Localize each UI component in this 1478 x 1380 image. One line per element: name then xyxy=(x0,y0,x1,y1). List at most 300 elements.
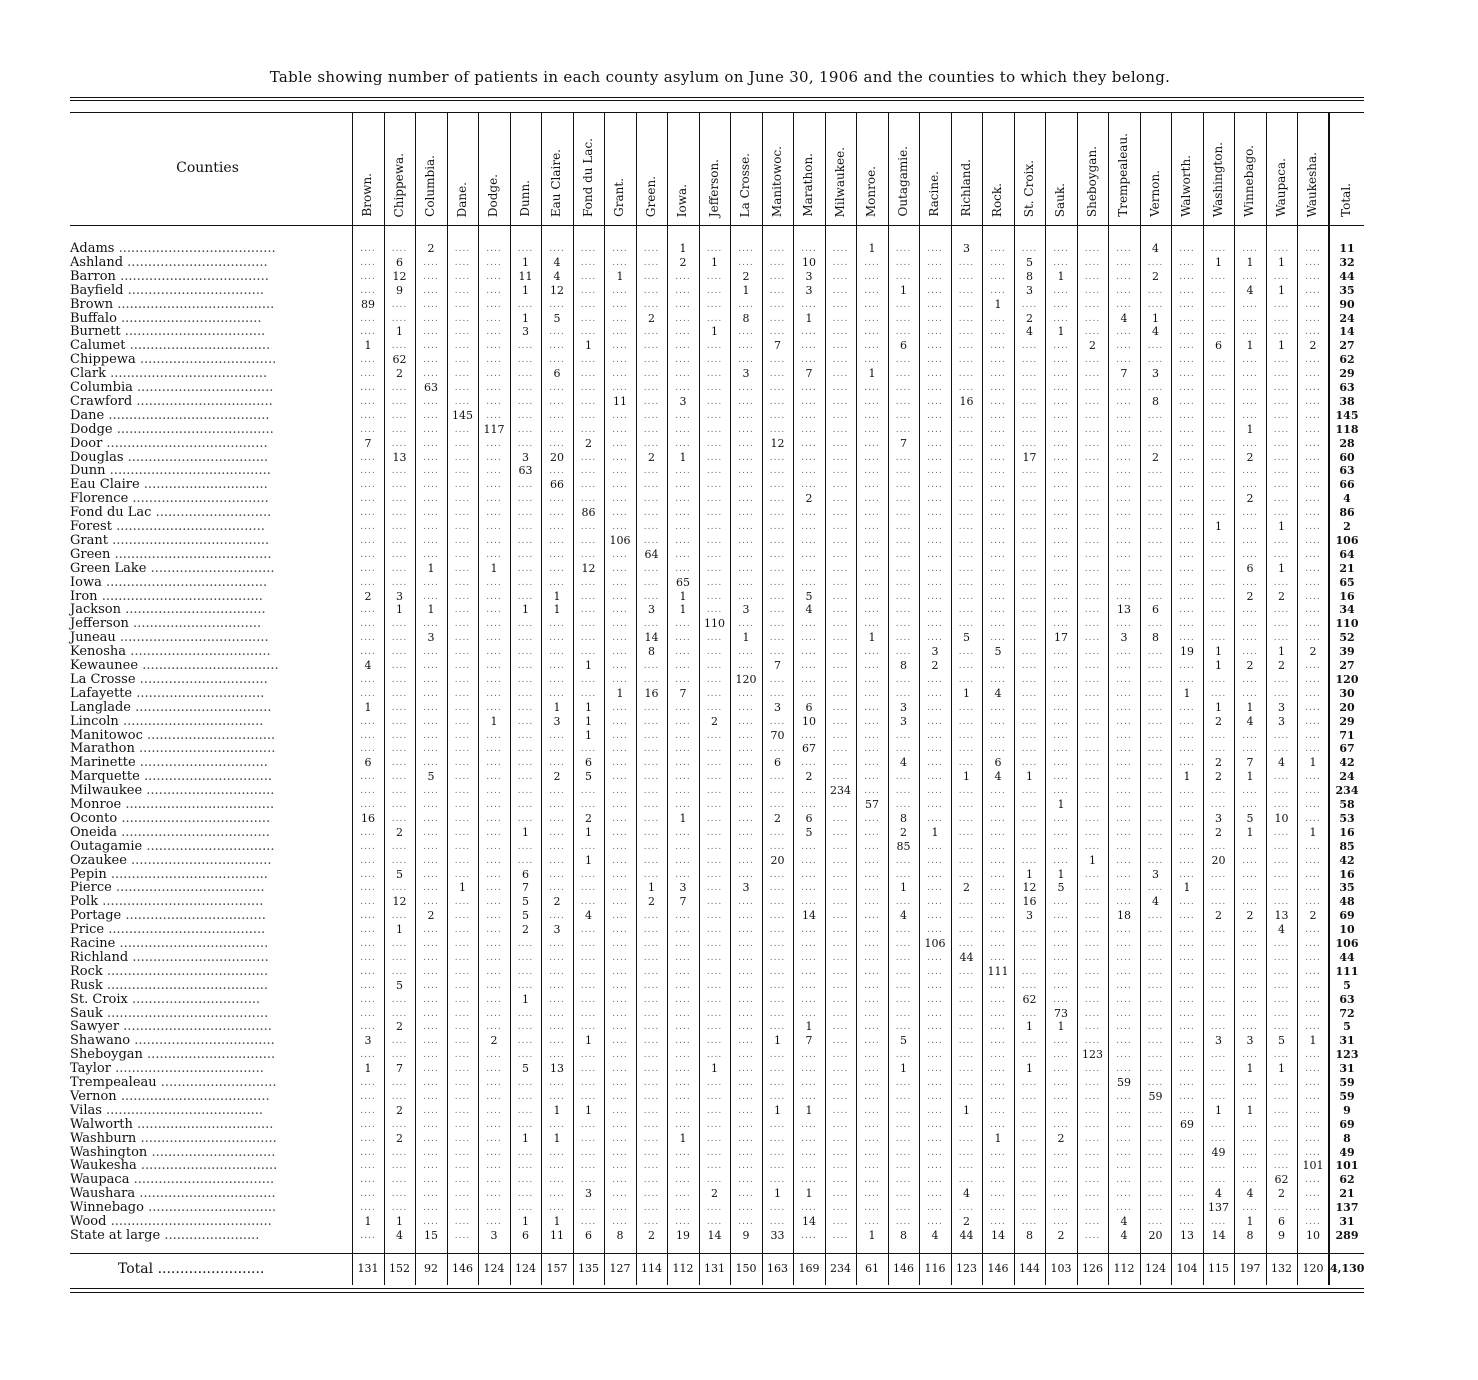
empty-cell: .... xyxy=(486,1119,502,1130)
leader-dots: ................................. xyxy=(131,699,272,715)
empty-cell: .... xyxy=(895,522,912,532)
empty-cell: .... xyxy=(517,786,534,797)
empty-cell: .... xyxy=(517,744,534,755)
empty-cell: .... xyxy=(1084,257,1101,268)
empty-cell: .... xyxy=(423,1203,439,1214)
empty-cell: .... xyxy=(454,1147,471,1158)
empty-cell: .... xyxy=(1242,1203,1258,1214)
table-cell: 3 xyxy=(1215,1034,1222,1048)
empty-cell: .... xyxy=(1147,883,1164,894)
row-label xyxy=(70,506,271,520)
empty-cell: .... xyxy=(1179,1203,1195,1214)
empty-cell: .... xyxy=(706,800,723,810)
column-total: 112 xyxy=(672,1262,694,1275)
empty-cell: .... xyxy=(549,883,565,894)
empty-cell: .... xyxy=(1021,800,1038,810)
empty-cell: .... xyxy=(1210,285,1227,296)
county-name: Portage xyxy=(70,908,122,924)
empty-cell: .... xyxy=(612,577,628,588)
county-name: Ozaukee xyxy=(70,852,127,868)
empty-cell: .... xyxy=(1242,369,1258,380)
table-cell: 16 xyxy=(361,811,375,825)
empty-cell: .... xyxy=(1273,994,1290,1005)
empty-cell: .... xyxy=(927,1036,943,1047)
column-total: 131 xyxy=(357,1262,379,1275)
empty-cell: .... xyxy=(580,869,597,880)
empty-cell: .... xyxy=(1053,369,1069,380)
empty-cell: .... xyxy=(1305,883,1321,894)
empty-cell: .... xyxy=(738,702,754,713)
empty-cell: .... xyxy=(1116,841,1132,852)
empty-cell: .... xyxy=(360,369,376,380)
county-name: Kewaunee xyxy=(70,658,139,673)
row-total: 24 xyxy=(1339,770,1355,784)
county-name: Trempealeau xyxy=(70,1075,157,1090)
empty-cell: .... xyxy=(738,994,754,1005)
table-cell: 6 xyxy=(1246,561,1254,575)
empty-cell: .... xyxy=(801,341,817,352)
empty-cell: .... xyxy=(1305,535,1321,546)
empty-cell: .... xyxy=(580,313,597,324)
empty-cell: .... xyxy=(958,855,975,866)
empty-cell: .... xyxy=(643,563,660,574)
bottom-rule-1 xyxy=(70,1288,1364,1289)
empty-cell: .... xyxy=(832,702,849,713)
row-label xyxy=(70,798,274,812)
empty-cell: .... xyxy=(1147,535,1164,546)
table-cell: 9 xyxy=(1278,1228,1285,1242)
empty-cell: .... xyxy=(1273,244,1290,254)
empty-cell: .... xyxy=(1210,869,1227,880)
empty-cell: .... xyxy=(1053,410,1069,421)
leader-dots: ................................. xyxy=(128,949,269,965)
empty-cell: .... xyxy=(454,633,471,644)
empty-cell: .... xyxy=(360,563,376,574)
empty-cell: .... xyxy=(1053,980,1069,991)
empty-cell: .... xyxy=(801,1133,817,1144)
empty-cell: .... xyxy=(1242,313,1258,324)
empty-cell: .... xyxy=(1053,1078,1069,1088)
empty-cell: .... xyxy=(958,466,975,477)
empty-cell: .... xyxy=(769,1064,786,1075)
empty-cell: .... xyxy=(1084,883,1101,894)
row-total: 29 xyxy=(1339,714,1355,728)
column-header-text: Brown. xyxy=(360,173,374,217)
table-cell: 5 xyxy=(805,825,813,839)
row-total: 27 xyxy=(1339,659,1355,672)
table-cell: 110 xyxy=(704,617,725,631)
empty-cell: .... xyxy=(990,410,1006,421)
empty-cell: .... xyxy=(1179,355,1195,366)
empty-cell: .... xyxy=(769,980,786,991)
empty-cell: .... xyxy=(360,1230,376,1241)
empty-cell: .... xyxy=(549,855,565,866)
empty-cell: .... xyxy=(706,744,723,755)
table-cell: 1 xyxy=(553,1131,561,1145)
empty-cell: .... xyxy=(1053,257,1069,268)
empty-cell: .... xyxy=(1084,591,1101,602)
empty-cell: .... xyxy=(864,1175,880,1186)
empty-cell: .... xyxy=(391,772,408,783)
empty-cell: .... xyxy=(1305,661,1321,671)
column-header xyxy=(1298,113,1326,225)
column-header xyxy=(668,113,696,225)
table-cell: 1 xyxy=(553,603,561,617)
row-total: 48 xyxy=(1339,895,1355,909)
empty-cell: .... xyxy=(1273,786,1290,797)
empty-cell: .... xyxy=(864,313,880,324)
table-cell: 111 xyxy=(987,964,1009,978)
leader-dots: ................................. xyxy=(138,658,279,673)
empty-cell: .... xyxy=(864,897,880,908)
empty-cell: .... xyxy=(391,702,408,713)
row-label xyxy=(70,1034,275,1048)
empty-cell: .... xyxy=(1053,1189,1069,1200)
empty-cell: .... xyxy=(958,369,975,380)
leader-dots: ....................................... xyxy=(98,894,264,910)
table-cell: 1 xyxy=(931,825,939,839)
empty-cell: .... xyxy=(1305,285,1321,296)
table-cell: 8 xyxy=(1026,269,1033,283)
empty-cell: .... xyxy=(517,966,534,977)
row-label xyxy=(70,1132,277,1146)
table-cell: 11 xyxy=(550,1228,564,1242)
column-total: 92 xyxy=(424,1262,438,1275)
empty-cell: .... xyxy=(1053,577,1069,588)
empty-cell: .... xyxy=(1084,1105,1101,1116)
empty-cell: .... xyxy=(1147,952,1164,963)
empty-cell: .... xyxy=(864,647,880,658)
table-cell: 66 xyxy=(550,478,564,492)
empty-cell: .... xyxy=(549,1078,565,1088)
empty-cell: .... xyxy=(1210,494,1227,505)
row-total: 20 xyxy=(1339,700,1355,714)
empty-cell: .... xyxy=(958,939,975,949)
empty-cell: .... xyxy=(864,355,880,366)
empty-cell: .... xyxy=(1053,494,1069,505)
empty-cell: .... xyxy=(517,647,534,658)
empty-cell: .... xyxy=(1084,1064,1101,1075)
empty-cell: .... xyxy=(706,1091,723,1102)
empty-cell: .... xyxy=(486,577,502,588)
empty-cell: .... xyxy=(832,410,849,421)
empty-cell: .... xyxy=(1179,1161,1195,1172)
empty-cell: .... xyxy=(360,271,376,282)
empty-cell: .... xyxy=(958,1064,975,1075)
empty-cell: .... xyxy=(423,925,439,936)
empty-cell: .... xyxy=(769,522,786,532)
table-cell: 20 xyxy=(550,450,564,464)
empty-cell: .... xyxy=(832,257,849,268)
county-name: Washington xyxy=(70,1144,148,1160)
empty-cell: .... xyxy=(1242,619,1258,630)
empty-cell: .... xyxy=(454,813,471,824)
empty-cell: .... xyxy=(1179,522,1195,532)
empty-cell: .... xyxy=(958,841,975,852)
empty-cell: .... xyxy=(801,869,817,880)
row-label xyxy=(70,937,268,951)
empty-cell: .... xyxy=(1116,355,1132,366)
empty-cell: .... xyxy=(1147,1119,1164,1130)
empty-cell: .... xyxy=(864,452,880,463)
leader-dots: .................................... xyxy=(115,630,269,646)
empty-cell: .... xyxy=(486,702,502,713)
empty-cell: .... xyxy=(423,1050,439,1061)
empty-cell: .... xyxy=(391,341,408,352)
empty-cell: .... xyxy=(1021,480,1038,491)
leader-dots: .................................. xyxy=(121,602,266,618)
empty-cell: .... xyxy=(832,1147,849,1158)
column-divider xyxy=(1234,113,1235,1285)
empty-cell: .... xyxy=(1305,994,1321,1005)
empty-cell: .... xyxy=(675,827,691,838)
empty-cell: .... xyxy=(990,633,1006,644)
empty-cell: .... xyxy=(391,577,408,588)
county-name: Douglas xyxy=(70,449,124,465)
column-divider xyxy=(1014,113,1015,1285)
leader-dots: .............................. xyxy=(139,477,268,493)
empty-cell: .... xyxy=(706,883,723,894)
table-cell: 2 xyxy=(490,1034,498,1048)
table-cell: 57 xyxy=(865,798,879,811)
empty-cell: .... xyxy=(1242,480,1258,491)
table-cell: 6 xyxy=(774,756,781,770)
empty-cell: .... xyxy=(864,480,880,491)
empty-cell: .... xyxy=(1147,494,1164,505)
table-cell: 2 xyxy=(396,825,403,839)
row-label xyxy=(70,1159,277,1173)
table-cell: 2 xyxy=(427,909,435,923)
empty-cell: .... xyxy=(1273,744,1290,755)
empty-cell: .... xyxy=(738,549,754,560)
row-label xyxy=(70,478,268,492)
table-cell: 3 xyxy=(522,450,529,464)
county-name: Florence xyxy=(70,491,129,507)
empty-cell: .... xyxy=(706,897,723,908)
empty-cell: .... xyxy=(580,966,597,977)
empty-cell: .... xyxy=(769,327,786,338)
empty-cell: .... xyxy=(360,952,376,963)
row-total: 42 xyxy=(1339,756,1355,770)
column-divider xyxy=(384,113,385,1285)
row-total: 145 xyxy=(1335,408,1359,422)
county-name: Waushara xyxy=(70,1186,136,1202)
empty-cell: .... xyxy=(486,480,502,491)
empty-cell: .... xyxy=(675,980,691,991)
row-label xyxy=(70,881,265,895)
empty-cell: .... xyxy=(612,883,628,894)
empty-cell: .... xyxy=(1116,1175,1132,1186)
empty-cell: .... xyxy=(1116,869,1132,880)
empty-cell: .... xyxy=(486,383,502,393)
empty-cell: .... xyxy=(549,841,565,852)
empty-cell: .... xyxy=(360,494,376,505)
empty-cell: .... xyxy=(1147,522,1164,532)
empty-cell: .... xyxy=(1084,355,1101,366)
empty-cell: .... xyxy=(958,480,975,491)
empty-cell: .... xyxy=(706,591,723,602)
empty-cell: .... xyxy=(927,1022,943,1033)
empty-cell: .... xyxy=(895,1050,912,1061)
table-cell: 4 xyxy=(553,269,561,283)
empty-cell: .... xyxy=(423,730,439,741)
empty-cell: .... xyxy=(1053,508,1069,519)
column-divider xyxy=(793,113,794,1285)
empty-cell: .... xyxy=(832,925,849,936)
row-total: 62 xyxy=(1339,1173,1355,1187)
table-cell: 9 xyxy=(396,283,403,297)
empty-cell: .... xyxy=(675,522,691,532)
empty-cell: .... xyxy=(423,855,439,866)
empty-cell: .... xyxy=(990,744,1006,755)
empty-cell: .... xyxy=(895,355,912,366)
table-cell: 4 xyxy=(585,909,592,923)
empty-cell: .... xyxy=(643,1105,660,1116)
empty-cell: .... xyxy=(1021,383,1038,393)
empty-cell: .... xyxy=(1210,786,1227,797)
empty-cell: .... xyxy=(958,813,975,824)
empty-cell: .... xyxy=(927,1008,943,1019)
empty-cell: .... xyxy=(990,1217,1006,1227)
empty-cell: .... xyxy=(1147,716,1164,727)
empty-cell: .... xyxy=(580,1008,597,1019)
empty-cell: .... xyxy=(360,633,376,644)
row-label xyxy=(70,270,269,284)
empty-cell: .... xyxy=(1210,619,1227,630)
empty-cell: .... xyxy=(769,911,786,922)
empty-cell: .... xyxy=(990,1161,1006,1172)
empty-cell: .... xyxy=(360,244,376,254)
empty-cell: .... xyxy=(895,577,912,588)
empty-cell: .... xyxy=(1116,285,1132,296)
empty-cell: .... xyxy=(1084,647,1101,658)
empty-cell: .... xyxy=(1147,855,1164,866)
empty-cell: .... xyxy=(1305,716,1321,727)
empty-cell: .... xyxy=(738,1078,754,1088)
empty-cell: .... xyxy=(612,1078,628,1088)
table-cell: 8 xyxy=(1246,1228,1254,1242)
empty-cell: .... xyxy=(549,939,565,949)
empty-cell: .... xyxy=(1084,772,1101,783)
table-cell: 62 xyxy=(392,353,407,367)
empty-cell: .... xyxy=(360,841,376,852)
empty-cell: .... xyxy=(1021,647,1038,658)
table-cell: 1 xyxy=(774,1103,781,1117)
table-cell: 5 xyxy=(1057,881,1065,895)
empty-cell: .... xyxy=(1147,1036,1164,1047)
empty-cell: .... xyxy=(486,1091,502,1102)
empty-cell: .... xyxy=(927,966,943,977)
table-cell: 2 xyxy=(585,436,592,450)
empty-cell: .... xyxy=(1021,966,1038,977)
empty-cell: .... xyxy=(675,1050,691,1061)
row-total: 21 xyxy=(1339,1187,1355,1201)
table-cell: 1 xyxy=(679,811,687,825)
empty-cell: .... xyxy=(990,535,1006,546)
empty-cell: .... xyxy=(1021,522,1038,532)
empty-cell: .... xyxy=(1021,410,1038,421)
column-header xyxy=(448,113,476,225)
county-name: Rock xyxy=(70,963,103,979)
empty-cell: .... xyxy=(990,1119,1006,1130)
empty-cell: .... xyxy=(517,730,534,741)
empty-cell: .... xyxy=(391,535,408,546)
empty-cell: .... xyxy=(1084,424,1101,435)
empty-cell: .... xyxy=(832,994,849,1005)
table-cell: 44 xyxy=(959,1228,974,1242)
empty-cell: .... xyxy=(517,299,534,310)
empty-cell: .... xyxy=(675,855,691,866)
table-cell: 2 xyxy=(396,1103,403,1117)
empty-cell: .... xyxy=(1210,1078,1227,1088)
empty-cell: .... xyxy=(675,438,691,449)
empty-cell: .... xyxy=(486,494,502,505)
empty-cell: .... xyxy=(1021,1147,1038,1158)
empty-cell: .... xyxy=(612,313,628,324)
empty-cell: .... xyxy=(675,369,691,380)
empty-cell: .... xyxy=(549,424,565,435)
empty-cell: .... xyxy=(1116,730,1132,741)
table-cell: 8 xyxy=(1026,1228,1033,1242)
empty-cell: .... xyxy=(517,438,534,449)
empty-cell: .... xyxy=(706,271,723,282)
empty-cell: .... xyxy=(769,494,786,505)
empty-cell: .... xyxy=(895,271,912,282)
empty-cell: .... xyxy=(738,535,754,546)
empty-cell: .... xyxy=(832,299,849,310)
empty-cell: .... xyxy=(454,383,471,393)
empty-cell: .... xyxy=(1053,661,1069,671)
row-total: 120 xyxy=(1335,672,1359,686)
empty-cell: .... xyxy=(391,1161,408,1172)
empty-cell: .... xyxy=(486,772,502,783)
empty-cell: .... xyxy=(801,522,817,532)
table-cell: 3 xyxy=(679,881,687,895)
column-divider xyxy=(352,113,353,1285)
empty-cell: .... xyxy=(864,522,880,532)
empty-cell: .... xyxy=(549,980,565,991)
row-total: 16 xyxy=(1339,825,1355,839)
table-cell: 2 xyxy=(1246,450,1254,464)
table-cell: 4 xyxy=(994,770,1002,784)
county-name: Walworth xyxy=(70,1116,133,1132)
empty-cell: .... xyxy=(486,647,502,658)
table-cell: 10 xyxy=(802,714,816,728)
row-total: 53 xyxy=(1339,811,1355,825)
empty-cell: .... xyxy=(738,1203,754,1214)
empty-cell: .... xyxy=(486,800,502,810)
empty-cell: .... xyxy=(675,1147,691,1158)
empty-cell: .... xyxy=(958,647,975,658)
empty-cell: .... xyxy=(738,869,754,880)
empty-cell: .... xyxy=(580,549,597,560)
empty-cell: .... xyxy=(423,591,439,602)
county-name: Barron xyxy=(70,268,116,284)
empty-cell: .... xyxy=(706,1022,723,1033)
empty-cell: .... xyxy=(958,563,975,574)
empty-cell: .... xyxy=(517,1078,534,1088)
empty-cell: .... xyxy=(517,355,534,366)
empty-cell: .... xyxy=(1053,897,1069,908)
empty-cell: .... xyxy=(864,1147,880,1158)
empty-cell: .... xyxy=(1021,355,1038,366)
empty-cell: .... xyxy=(549,1161,565,1172)
empty-cell: .... xyxy=(675,925,691,936)
empty-cell: .... xyxy=(675,285,691,296)
leader-dots: ...................................... xyxy=(114,241,276,256)
empty-cell: .... xyxy=(1305,355,1321,366)
empty-cell: .... xyxy=(486,1147,502,1158)
